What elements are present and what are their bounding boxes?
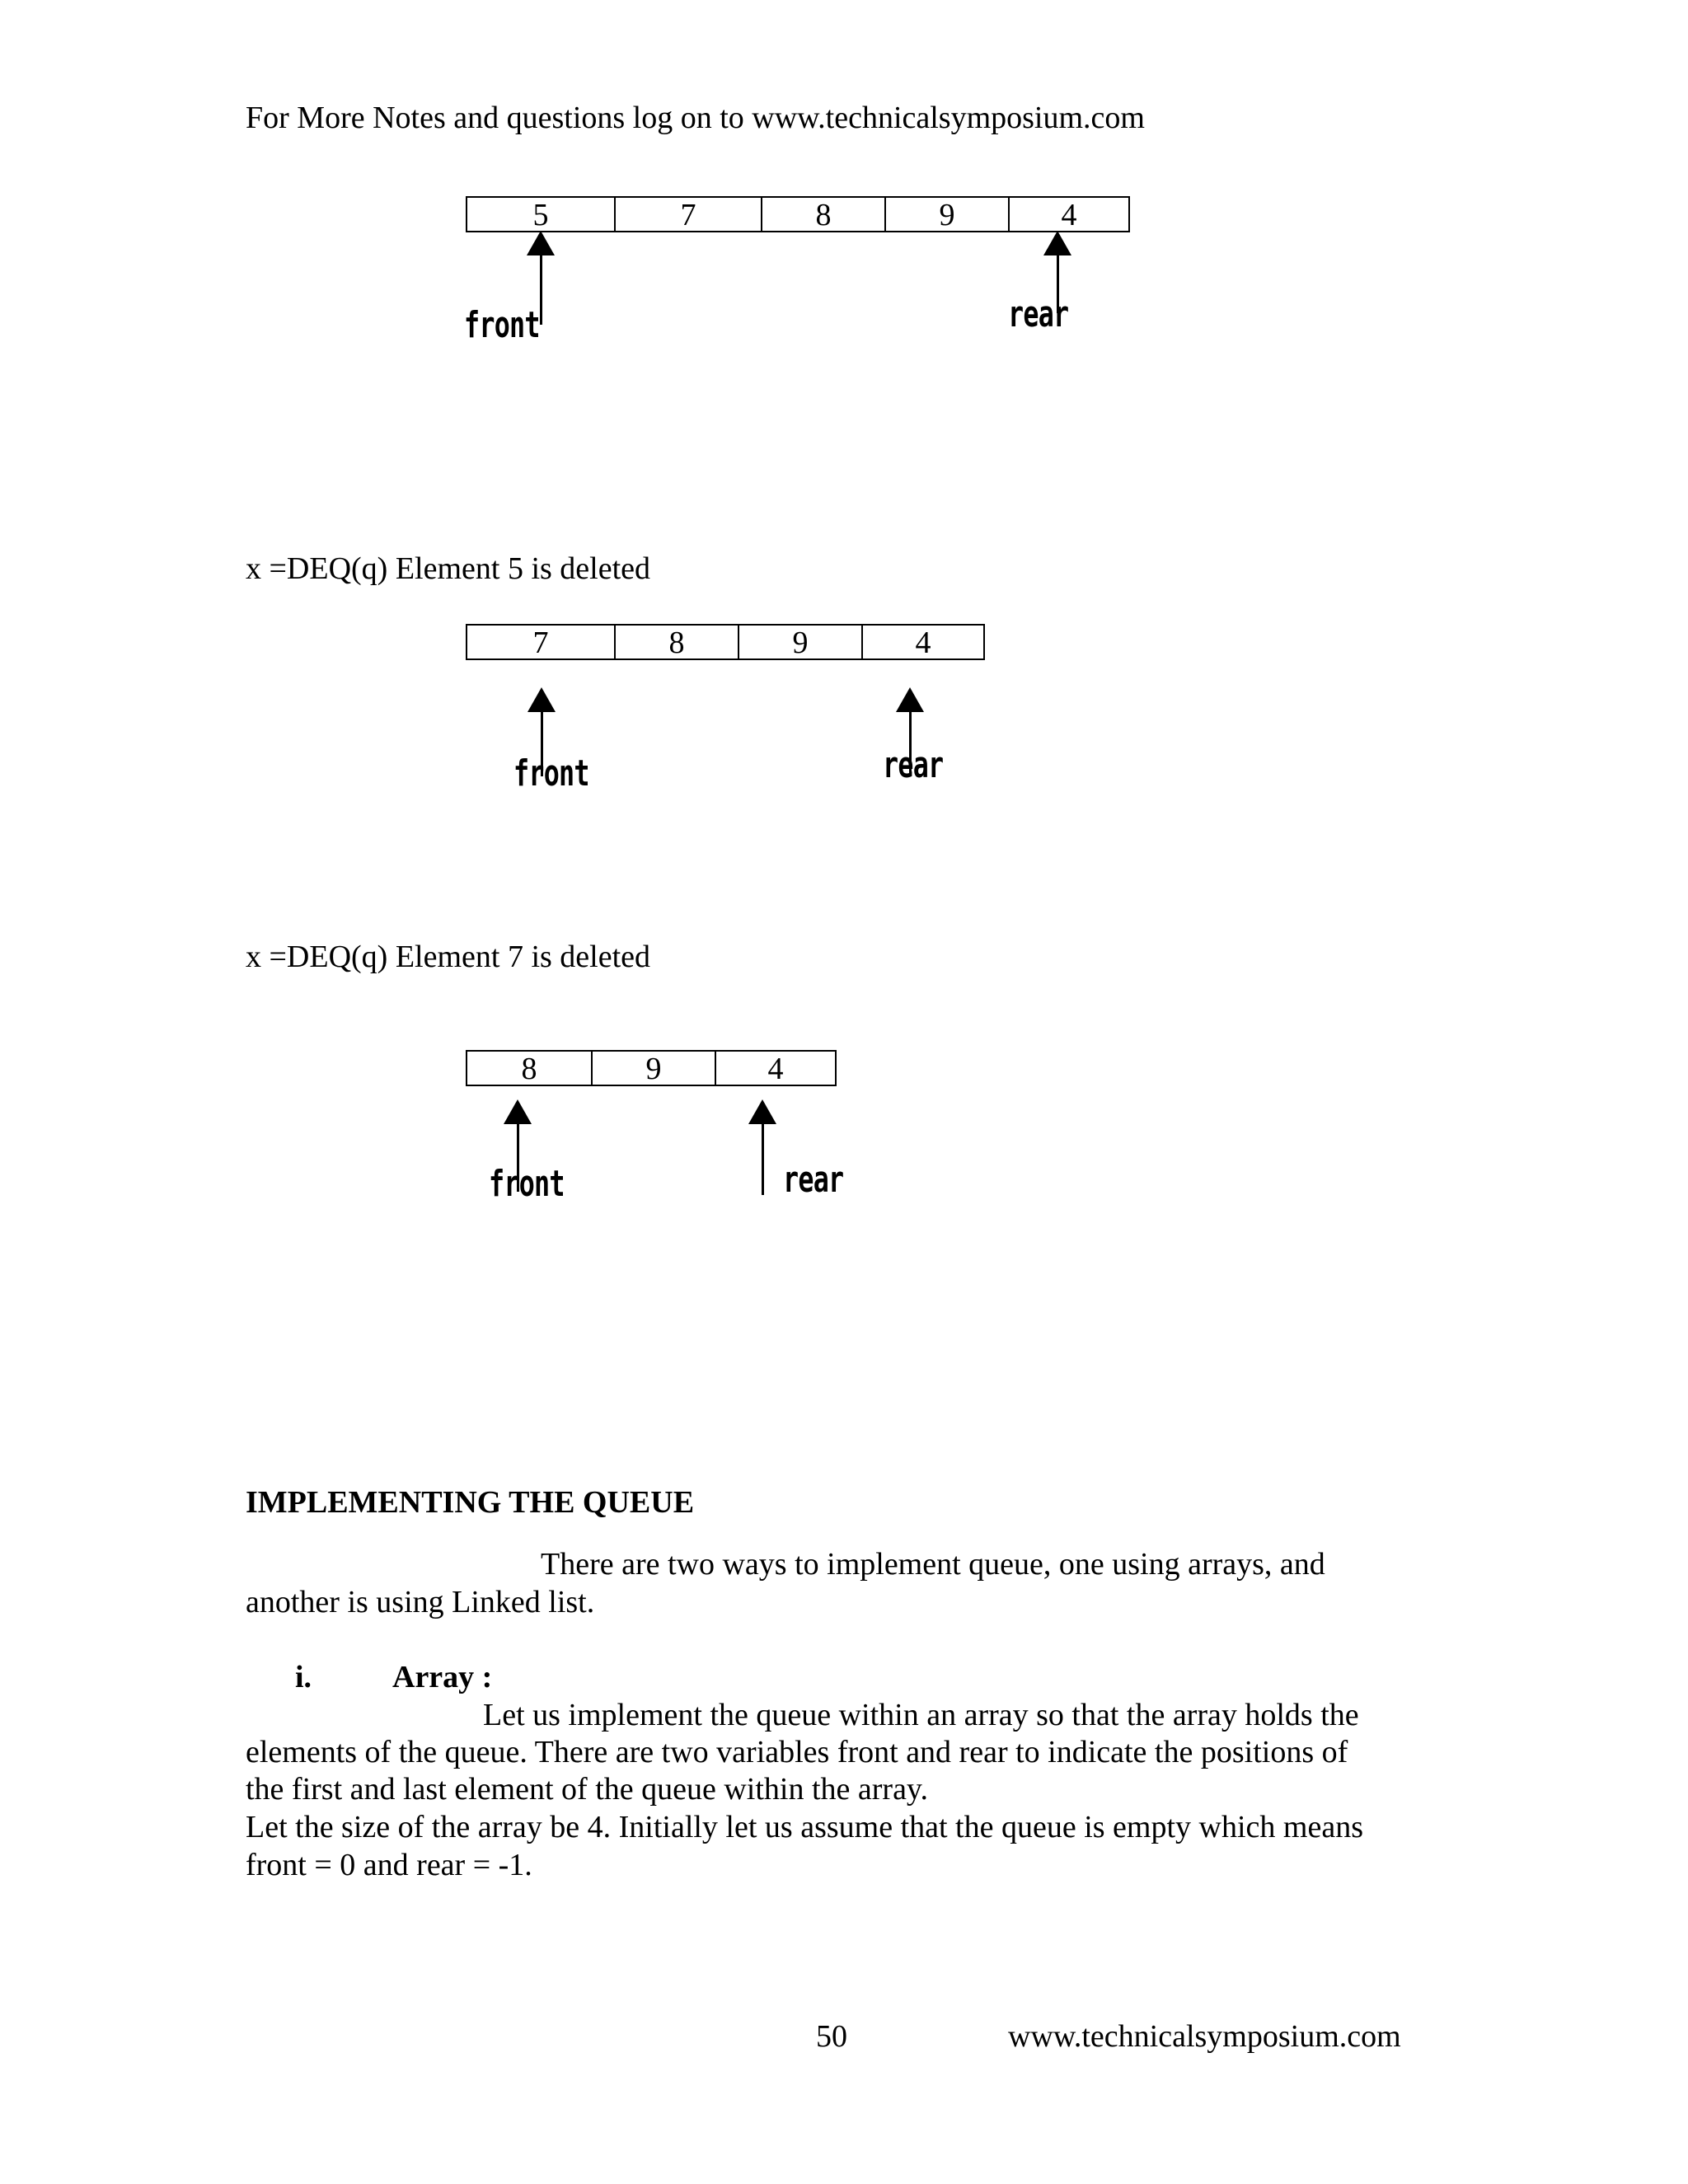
queue-cell: 8: [761, 198, 884, 231]
front-pointer-label: front: [464, 304, 540, 346]
front-pointer-label: front: [489, 1163, 565, 1205]
footer-site: www.technicalsymposium.com: [1008, 2019, 1401, 2054]
queue-cell: 8: [614, 626, 738, 658]
diagram-caption-2: x =DEQ(q) Element 5 is deleted: [246, 551, 651, 586]
queue-diagram-3: [466, 1050, 837, 1086]
paragraph-line: Let us implement the queue within an array so that the array holds the: [483, 1698, 1359, 1732]
queue-diagram-1: [466, 196, 1130, 232]
queue-diagram-2: [466, 624, 985, 660]
queue-cell: 4: [861, 626, 983, 658]
page-header: For More Notes and questions log on to www.technicalsymposium.com: [246, 101, 1145, 135]
paragraph-line: front = 0 and rear = -1.: [246, 1848, 532, 1882]
page-number: 50: [816, 2019, 847, 2054]
intro-line-1: There are two ways to implement queue, one using arrays, and: [541, 1547, 1325, 1582]
queue-cell: 9: [738, 626, 861, 658]
diagram-caption-3: x =DEQ(q) Element 7 is deleted: [246, 940, 651, 974]
rear-pointer-label: rear: [883, 744, 944, 786]
section-heading: IMPLEMENTING THE QUEUE: [246, 1485, 695, 1520]
queue-cell: 4: [715, 1052, 835, 1085]
queue-cell: 8: [521, 1052, 537, 1086]
rear-pointer-label: rear: [1008, 293, 1069, 335]
queue-cell: 7: [614, 198, 761, 231]
paragraph-line: elements of the queue. There are two variables front and rear to indicate the positions of: [246, 1735, 1348, 1769]
list-item-title: Array :: [392, 1660, 493, 1694]
intro-line-2: another is using Linked list.: [246, 1585, 595, 1619]
queue-cell: 9: [591, 1052, 715, 1085]
queue-cell: 7: [532, 626, 549, 660]
front-pointer-label: front: [513, 752, 589, 794]
queue-cell: 9: [884, 198, 1008, 231]
queue-cell: 4: [1008, 198, 1128, 231]
paragraph-line: Let the size of the array be 4. Initially let us assume that the queue is empty which means: [246, 1810, 1363, 1844]
paragraph-line: the first and last element of the queue within the array.: [246, 1772, 928, 1807]
rear-pointer-label: rear: [783, 1159, 844, 1201]
queue-cell: 5: [532, 198, 549, 232]
list-item-number: i.: [295, 1660, 312, 1694]
